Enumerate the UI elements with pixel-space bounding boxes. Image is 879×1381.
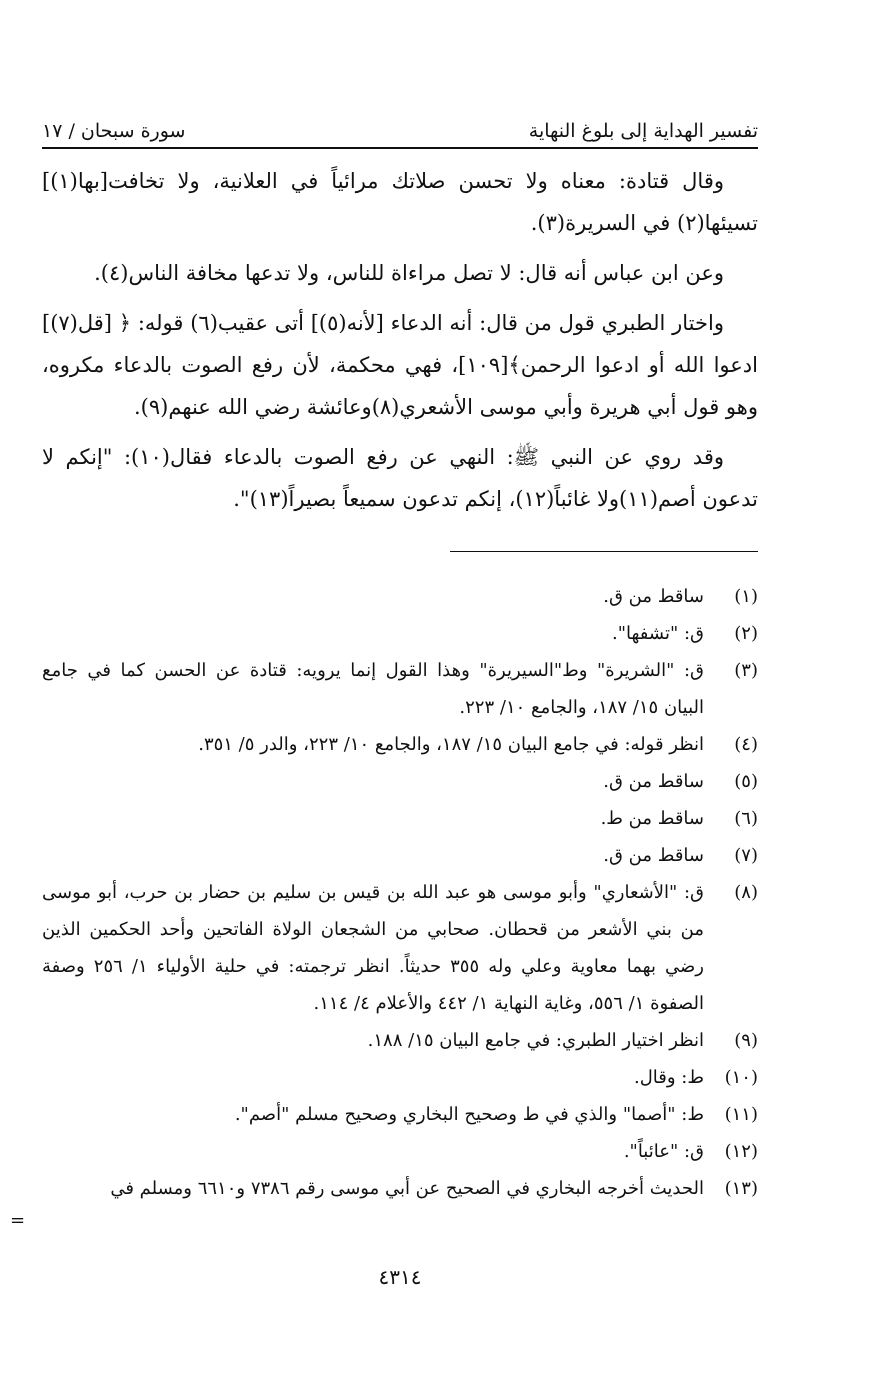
footnote [42,726,758,763]
footnote-number: (٢) [734,623,758,644]
footnote-number: (١٠) [724,1067,758,1088]
footnote [42,1170,758,1207]
book-title: تفسير الهداية إلى بلوغ النهاية [528,120,758,142]
footnote-number: (١٣) [724,1178,758,1199]
footnote [42,1096,758,1133]
footnote-text: ط: وقال. [633,1067,704,1088]
footnote-text: ق: "تشفها". [612,623,704,644]
footnote-text: ساقط من ق. [603,845,704,866]
footnote-number: (٤) [734,734,758,755]
footnote [42,874,758,1022]
footnote-number: (١٢) [724,1141,758,1162]
footnote [42,837,758,874]
main-text [42,160,758,528]
footnote-text: ط: "أصما" والذي في ط وصحيح البخاري وصحيح مسلم "أصم". [234,1104,704,1125]
footnote-text: ق: "عائباً". [623,1141,704,1162]
page-number: ٤٣١٤ [378,1265,422,1289]
footnote [42,652,758,726]
footnote-text: ساقط من ط. [600,808,704,829]
footnote [42,1059,758,1096]
continuation-mark: = [10,1210,26,1231]
paragraph-hadith: وقد روي عن النبي ﷺ: النهي عن رفع الصوت بالدعاء فقال(١٠): "إنكم لا تدعون أصم(١١)ولا غائباً(١٢)، إنكم تدعون سميعاً بصيراً(١٣)". [42,445,758,511]
footnote-text: انظر اختيار الطبري: في جامع البيان ١٥/ ١٨٨. [367,1030,704,1051]
footnote-text: انظر قوله: في جامع البيان ١٥/ ١٨٧، والجامع ١٠/ ٢٢٣، والدر ٥/ ٣٥١. [198,734,704,755]
footnote [42,1133,758,1170]
header-rule [42,147,758,149]
footnote-text: ق: "الشريرة" وط"السيريرة" وهذا القول إنما يرويه: قتادة عن الحسن كما في جامع البيان ١٥/ ١٨٧، والجامع ١٠/ ٢٢٣. [42,660,704,718]
footnote [42,800,758,837]
footnote-number: (٦) [734,808,758,829]
running-header [42,104,758,144]
footnote-number: (٧) [734,845,758,866]
footnote-text: الحديث أخرجه البخاري في الصحيح عن أبي موسى رقم ٧٣٨٦ و٦٦١٠ ومسلم في [110,1178,704,1199]
surah-reference: سورة سبحان / ١٧ [42,120,186,142]
footnotes [42,578,758,1207]
footnote-text: ساقط من ق. [603,586,704,607]
footnote-number: (٥) [734,771,758,792]
footnote [42,578,758,615]
paragraph-qatada: وقال قتادة: معناه ولا تحسن صلاتك مرائياً في العلانية، ولا تخافت[بها(١)] تسيئها(٢) في السريرة(٣). [42,169,758,235]
footnote [42,1022,758,1059]
footnote-text: ساقط من ق. [603,771,704,792]
paragraph-tabari: واختار الطبري قول من قال: أنه الدعاء [لأنه(٥)] أتى عقيب(٦) قوله: ﴿ [قل(٧)] ادعوا الله أو ادعوا الرحمن﴾[١٠٩]، فهي محكمة، لأن رفع الصوت بالدعاء مكروه، وهو قول أبي هريرة وأبي موسى الأشعري(٨)وعائشة رضي الله عنهم(٩). [42,311,758,419]
footnote-text: ق: "الأشعاري" وأبو موسى هو عبد الله بن قيس بن سليم بن حضار بن حرب، أبو موسى من بني الأشعر من قحطان. صحابي من الشجعان الولاة الفاتحين وأحد الحكمين الذين رضي بهما معاوية وعلي وله ٣٥٥ حديثاً. انظر ترجمته: في حلية الأولياء ١/ ٢٥٦ وصفة الصفوة ١/ ٥٥٦، وغاية النهاية ١/ ٤٤٢ والأعلام ٤/ ١١٤. [42,882,704,1014]
footnote-number: (٩) [734,1030,758,1051]
paragraph-ibn-abbas: وعن ابن عباس أنه قال: لا تصل مراءاة للناس، ولا تدعها مخافة الناس(٤). [94,261,724,285]
footnote [42,615,758,652]
footnote-number: (١١) [724,1104,758,1125]
footnote-number: (٣) [734,660,758,681]
footnote-number: (٨) [734,882,758,903]
footnote-number: (١) [734,586,758,607]
footnote-rule [450,551,758,552]
footnote [42,763,758,800]
